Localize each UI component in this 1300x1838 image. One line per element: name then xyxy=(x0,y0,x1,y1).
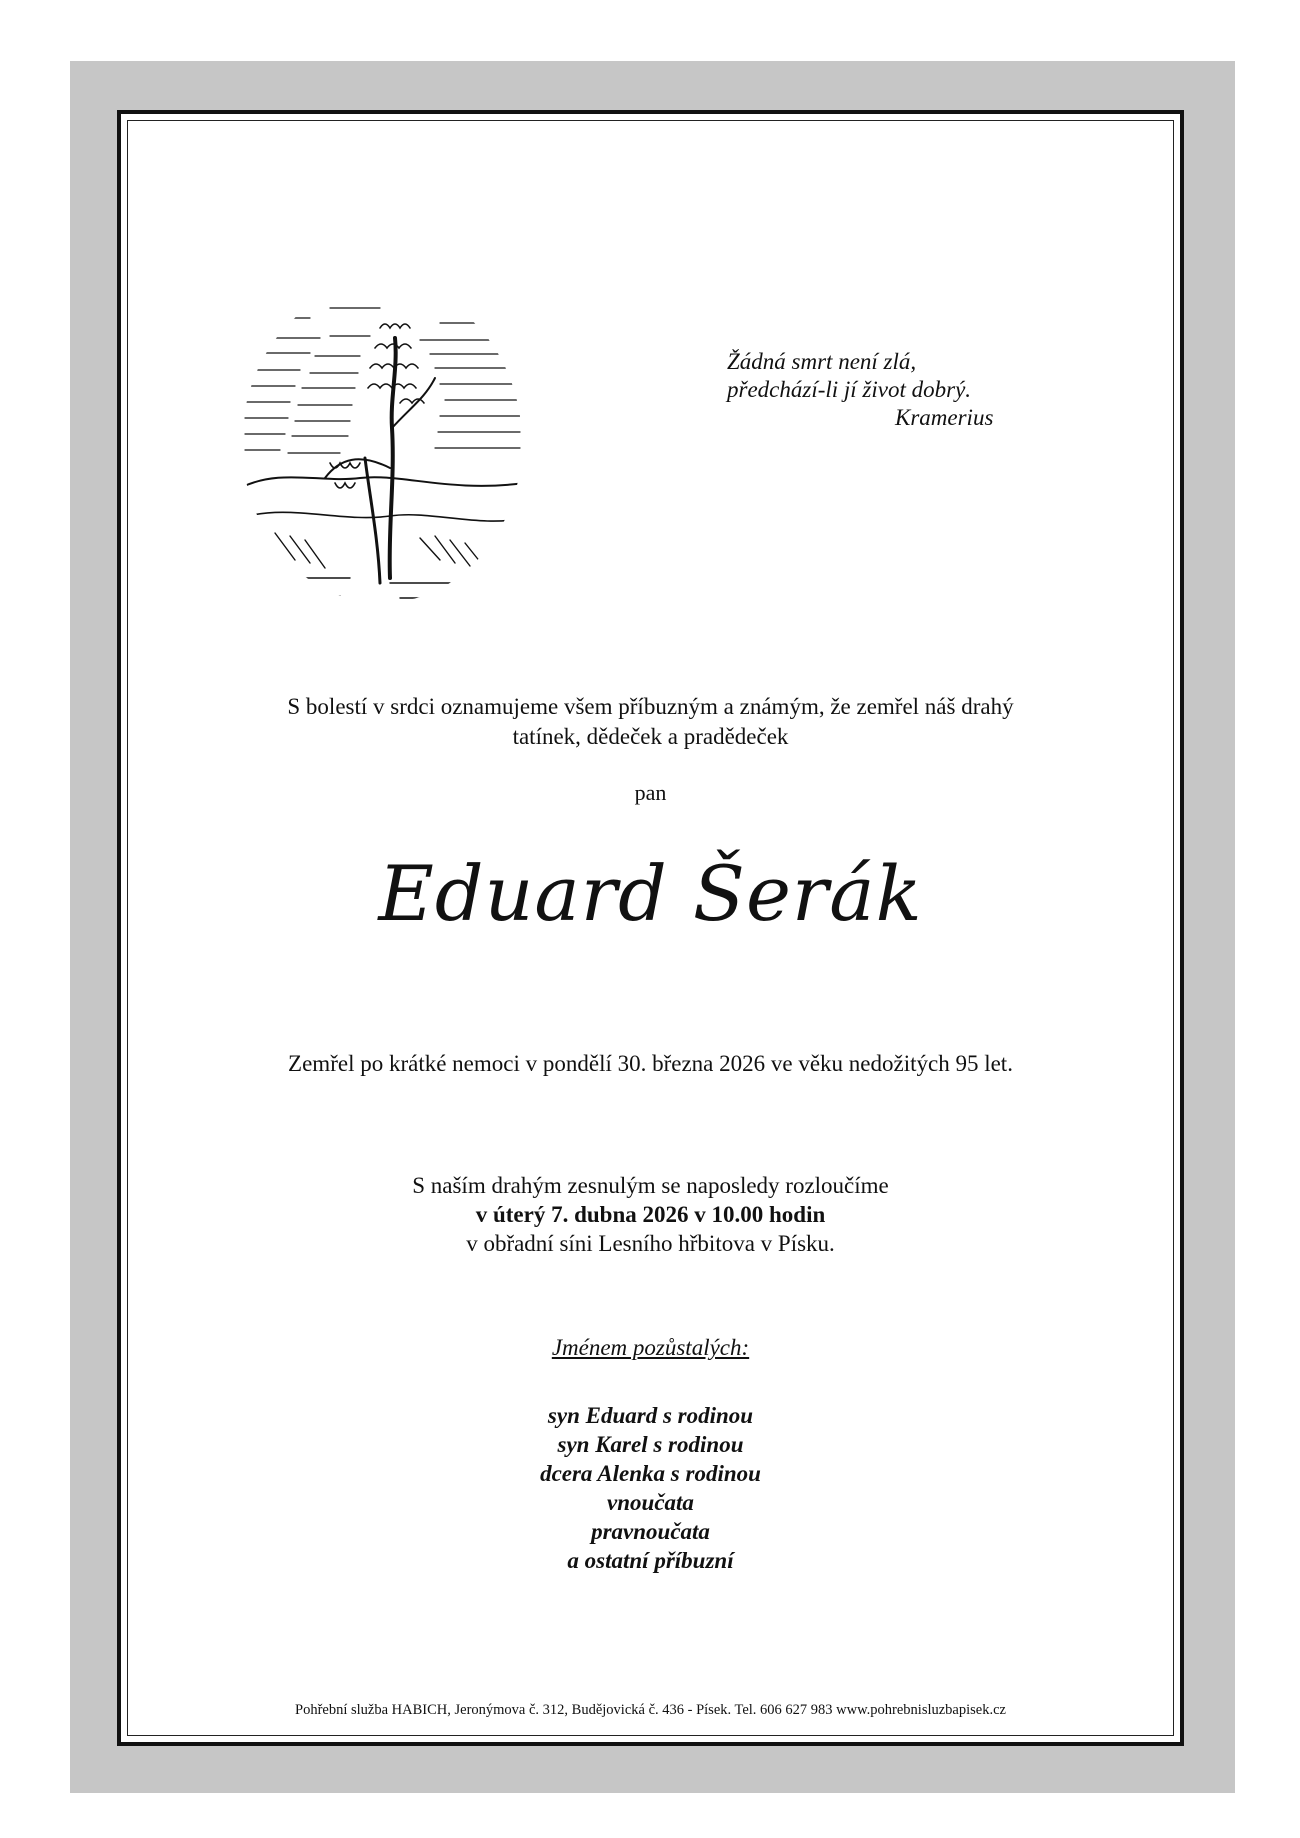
quote-line-2: předchází-li jí život dobrý. xyxy=(727,377,972,402)
funeral-service-footer: Pohřební služba HABICH, Jeronýmova č. 312, Budějovická č. 436 - Písek. Tel. 606 627 983 www.pohrebnisluzbapisek.cz xyxy=(295,1702,1006,1718)
family-member: pravnoučata xyxy=(591,1519,710,1544)
family-list xyxy=(121,1401,1180,1575)
ceremony-datetime: v úterý 7. dubna 2026 v 10.00 hodin xyxy=(475,1202,826,1227)
tree-landscape-illustration xyxy=(240,278,525,608)
family-member: dcera Alenka s rodinou xyxy=(540,1461,761,1486)
family-member: syn Karel s rodinou xyxy=(557,1432,744,1457)
family-member: syn Eduard s rodinou xyxy=(547,1403,754,1428)
announcement-line-2: tatínek, dědeček a pradědeček xyxy=(512,724,789,749)
family-member: a ostatní příbuzní xyxy=(567,1548,734,1573)
memorial-quote xyxy=(727,348,1027,432)
deceased-name: Eduard Šerák xyxy=(378,849,923,938)
announcement xyxy=(121,692,1180,752)
black-border-frame xyxy=(117,110,1184,1746)
family-member: vnoučata xyxy=(607,1490,694,1515)
ceremony-line-1: S naším drahým zesnulým se naposledy rozloučíme xyxy=(412,1173,889,1198)
announcement-line-1: S bolestí v srdci oznamujeme všem příbuzným a známým, že zemřel náš drahý xyxy=(287,694,1014,719)
ceremony-location: v obřadní síni Lesního hřbitova v Písku. xyxy=(466,1231,835,1256)
death-statement: Zemřel po krátké nemoci v pondělí 30. března 2026 ve věku nedožitých 95 let. xyxy=(288,1051,1013,1076)
title-word: pan xyxy=(634,780,667,805)
quote-author: Kramerius xyxy=(895,405,994,430)
quote-line-1: Žádná smrt není zlá, xyxy=(727,349,917,374)
on-behalf-heading: Jménem pozůstalých: xyxy=(551,1335,750,1360)
ceremony-info xyxy=(121,1171,1180,1258)
